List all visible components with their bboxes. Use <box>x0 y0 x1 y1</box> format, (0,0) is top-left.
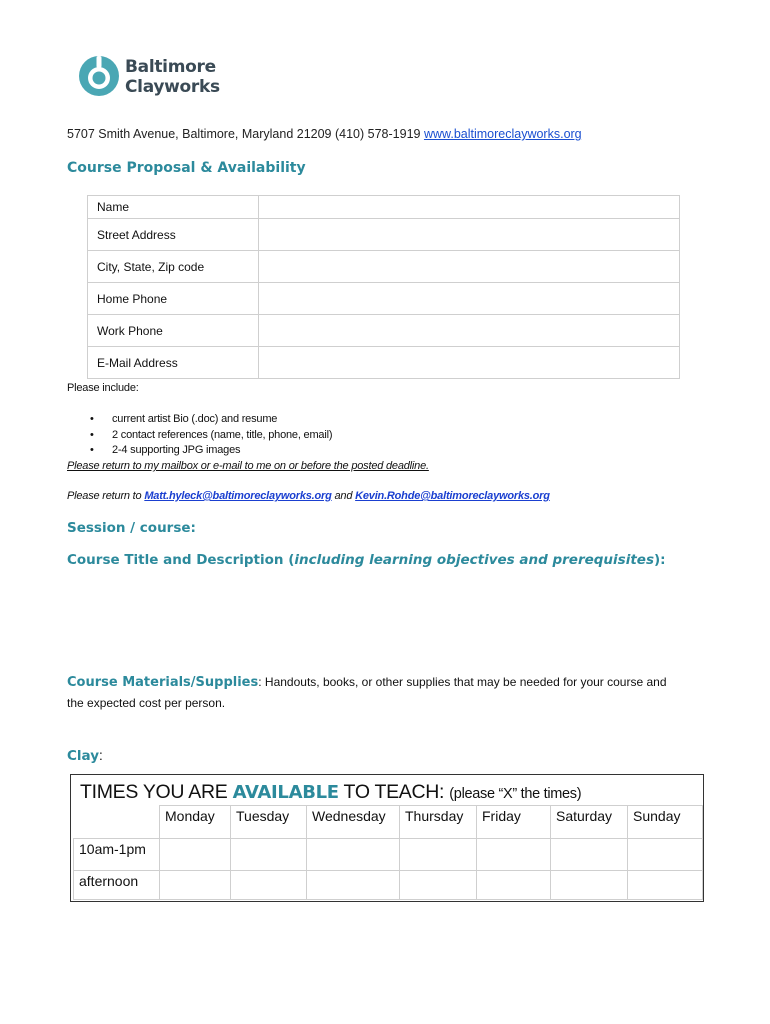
availability-cell[interactable] <box>160 839 231 871</box>
return-prefix: Please return to <box>67 490 145 502</box>
logo <box>77 53 227 101</box>
name-field[interactable] <box>259 196 680 219</box>
home-phone-field[interactable] <box>259 283 680 315</box>
day-header: Sunday <box>628 806 703 839</box>
availability-cell[interactable] <box>628 839 703 871</box>
clayworks-logo-icon <box>77 53 121 99</box>
include-list <box>90 413 332 460</box>
availability-cell[interactable] <box>160 871 231 900</box>
day-header: Friday <box>477 806 551 839</box>
email-field[interactable] <box>259 347 680 379</box>
availability-table <box>73 805 703 900</box>
list-item: • current artist Bio (.doc) and resume <box>90 413 332 429</box>
table-row <box>74 806 703 839</box>
materials-label: Course Materials/Supplies <box>67 675 259 690</box>
availability-title-highlight: AVAILABLE <box>232 782 339 803</box>
table-row <box>88 347 680 379</box>
clay-heading <box>67 748 103 764</box>
table-row <box>74 871 703 900</box>
contact-table <box>87 195 680 379</box>
session-course-heading: Session / course: <box>67 520 196 536</box>
list-item: • 2-4 supporting JPG images <box>90 444 332 460</box>
availability-note: (please “X” the times) <box>449 786 582 802</box>
availability-cell[interactable] <box>551 839 628 871</box>
availability-cell[interactable] <box>400 839 477 871</box>
table-row <box>88 219 680 251</box>
address-text: 5707 Smith Avenue, Baltimore, Maryland 21209 (410) 578-1919 <box>67 127 424 141</box>
work-phone-field[interactable] <box>259 315 680 347</box>
day-header: Monday <box>160 806 231 839</box>
course-title-suffix: ): <box>653 552 666 568</box>
materials-text: : Handouts, books, or other supplies that may be needed for your course and the expected cost per person. <box>67 675 667 710</box>
field-label-work-phone: Work Phone <box>88 315 259 347</box>
availability-cell[interactable] <box>307 839 400 871</box>
course-title-heading <box>67 552 666 568</box>
list-item: • 2 contact references (name, title, phone, email) <box>90 429 332 445</box>
field-label-name: Name <box>88 196 259 219</box>
availability-cell[interactable] <box>551 871 628 900</box>
availability-title-pre: TIMES YOU ARE <box>80 781 233 803</box>
logo-wordmark <box>125 57 220 97</box>
availability-cell[interactable] <box>231 871 307 900</box>
materials-paragraph <box>67 672 677 713</box>
corner-cell <box>74 806 160 839</box>
availability-cell[interactable] <box>477 839 551 871</box>
availability-box <box>70 774 704 902</box>
page-title: Course Proposal & Availability <box>67 160 306 176</box>
availability-cell[interactable] <box>477 871 551 900</box>
street-address-field[interactable] <box>259 219 680 251</box>
availability-cell[interactable] <box>400 871 477 900</box>
address-line <box>67 127 582 141</box>
day-header: Wednesday <box>307 806 400 839</box>
field-label-home-phone: Home Phone <box>88 283 259 315</box>
table-row <box>88 283 680 315</box>
field-label-street: Street Address <box>88 219 259 251</box>
clay-label: Clay <box>67 748 100 764</box>
return-and: and <box>331 490 356 502</box>
please-include-label: Please include: <box>67 382 139 394</box>
availability-cell[interactable] <box>231 839 307 871</box>
logo-line2: Clayworks <box>125 77 220 97</box>
course-title-italic: including learning objectives and prerequisites <box>294 552 654 568</box>
logo-line1: Baltimore <box>125 57 216 77</box>
table-row <box>88 196 680 219</box>
email-link-matt[interactable]: Matt.hyleck@baltimoreclayworks.org <box>144 490 332 502</box>
city-state-zip-field[interactable] <box>259 251 680 283</box>
time-slot-label: 10am-1pm <box>74 839 160 871</box>
availability-title <box>80 781 581 804</box>
table-row <box>88 315 680 347</box>
field-label-city: City, State, Zip code <box>88 251 259 283</box>
field-label-email: E-Mail Address <box>88 347 259 379</box>
availability-title-post: TO TEACH: <box>338 781 450 803</box>
availability-cell[interactable] <box>628 871 703 900</box>
day-header: Thursday <box>400 806 477 839</box>
time-slot-label: afternoon <box>74 871 160 900</box>
return-to-line <box>67 490 550 502</box>
day-header: Tuesday <box>231 806 307 839</box>
table-row <box>74 839 703 871</box>
day-header: Saturday <box>551 806 628 839</box>
return-deadline-note: Please return to my mailbox or e-mail to me on or before the posted deadline. <box>67 460 429 472</box>
email-link-kevin[interactable]: Kevin.Rohde@baltimoreclayworks.org <box>355 490 550 502</box>
availability-cell[interactable] <box>307 871 400 900</box>
course-title-label: Course Title and Description ( <box>67 552 295 568</box>
table-row <box>88 251 680 283</box>
website-link[interactable]: www.baltimoreclayworks.org <box>423 127 582 141</box>
clay-colon: : <box>99 748 103 763</box>
